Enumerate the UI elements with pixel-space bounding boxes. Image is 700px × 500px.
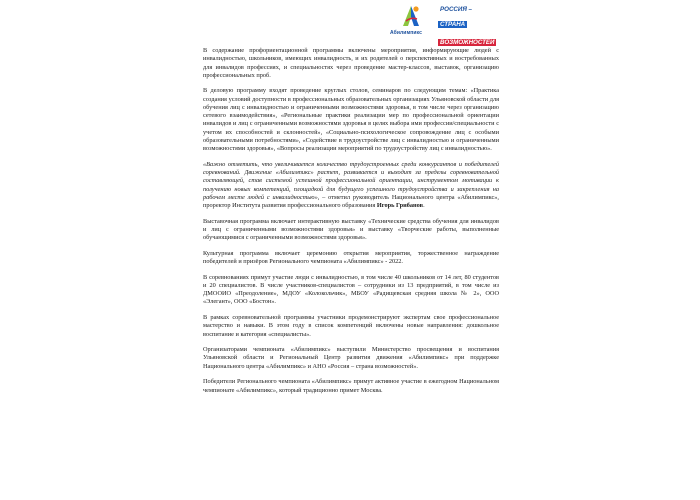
quote-author-name: Игорь Грибанов [376,202,424,210]
paragraph-business-program: В деловую программу входят проведение круглых столов, семинаров по следующим темам: «Практика создания условий доступности в профессиональных образовательных организациях Ульяновской области для обучения лиц с инвалидностью и ограниченными возможностями здоровья, в том числе через организацию сетевого взаимодействия», «Региональные практики реализации мер по профессиональной ориентации инвалидов и лиц с ограниченными возможностями здоровья в целях выбора ими профессии/специальности с учетом их способностей и склонностей», «Социально-психологическое сопровождение лиц с особыми образовательными потребностями», «Содействие в трудоустройстве лиц с инвалидностью и ограниченными возможностями здоровья», «Вопросы реализации мероприятий по трудоустройству лиц с инвалидностью». [203,87,499,153]
abilympics-logo [390,4,432,40]
logo-line-1: РОССИЯ – [440,6,472,13]
paragraph-winners: Победители Регионального чемпионата «Абилимпикс» примут активное участие в ежегодном Национальном чемпионате «Абилимпикс», который традиционно примет Москва. [203,378,499,394]
logo-line-2: СТРАНА [440,21,466,28]
paragraph-organizers: Организаторами чемпионата «Абилимпикс» выступили Министерство просвещения и воспитания Ульяновской области и Региональный Центр развития движения «Абилимпикс» при поддержке Национального центра «Абилимпикс» и АНО «Россия – страна возможностей». [203,346,499,370]
abilympics-logo-text: Абилимпикс [390,30,422,36]
paragraph-culture: Культурная программа включает церемонию открытия мероприятия, торжественное награждение победителей и призёров Регионального чемпионата «Абилимпикс» - 2022. [203,249,499,266]
quote-attribution: – отметил руководитель Национального центра «Абилимпикс», проректор Института развития профессионального образования [203,193,500,210]
logo-line-3: ВОЗМОЖНОСТЕЙ [440,39,495,46]
russia-land-of-opportunity-logo [438,6,498,46]
paragraph-exhibition: Выставочная программа включает интерактивную выставку «Технические средства обучения для инвалидов и лиц с ограниченными возможностями здоровья» и выставку «Творческие работы, выполненные обучающимися с ограниченными возможностями здоровья». [203,217,499,242]
article-body [203,47,499,402]
paragraph-competition: В рамках соревновательной программы участники продемонстрируют экспертам свое профессиональное мастерство и навыки. В этом году в список компетенций включены новые направления: дошкольное воспитание и категория «специалисты». [203,314,499,338]
paragraph-career-guidance: В содержание профориентационной программы включены мероприятия, информирующие людей с инвалидностью, школьников, имеющих инвалидность, и их родителей о перспективных и востребованных для инвалидов профессиях, и специальностях через проведение мастер-классов, выставок, организацию профессиональных проб. [203,47,499,79]
paragraph-quote [203,161,499,211]
paragraph-participants: В соревнованиях примут участие люди с инвалидностью, в том числе 40 школьников от 14 лет, 80 студентов и 20 специалистов. В числе участников-специалистов – сотрудники из 13 предприятий, в том числе из ДМООИО «Преодоление», МДОУ «Колокольчик», МБОУ «Радищевская средняя школа № 2», ООО «Элегант», ООО «Бостон». [203,273,499,306]
header-logos [390,4,498,46]
quote-end: . [423,202,425,210]
abilympics-emblem-icon [400,4,422,28]
quote-text: «Важно отметить, что увеличивается количество трудоустроенных среди конкурсантов и победителей соревнований. Движение «Абилимпикс» растет, развивается и выходит за пределы соревновательной составляющей, став системой успешной профессиональной ориентации, инструментом мотивации к получению новых компетенций, площадкой для будущего успешного трудоустройства и закрепления на рабочем месте людей с инвалидностью», [203,160,499,201]
